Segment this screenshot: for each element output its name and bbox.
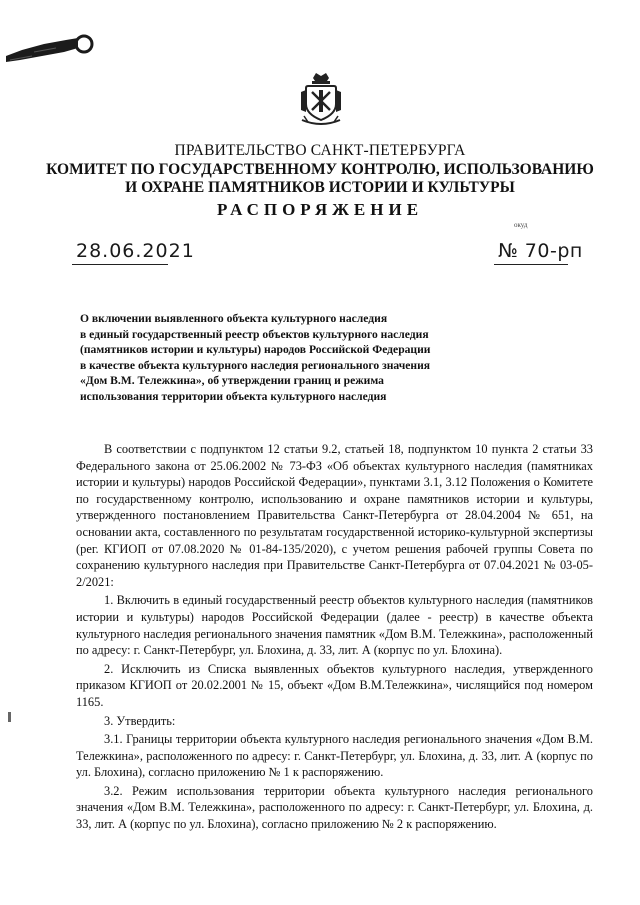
government-name: ПРАВИТЕЛЬСТВО САНКТ-ПЕТЕРБУРГА: [174, 142, 466, 159]
scan-stamp-mark-icon: [4, 30, 96, 66]
committee-name-line2: И ОХРАНЕ ПАМЯТНИКОВ ИСТОРИИ И КУЛЬТУРЫ: [125, 179, 515, 196]
document-body: [76, 441, 593, 835]
subject-line: использования территории объекта культурного наследия: [80, 389, 387, 403]
clause-paragraph: 2. Исключить из Списка выявленных объектов культурного наследия, утвержденного приказом КГИОП от 20.02.2001 № 15, объект «Дом В.М.Тележкина», числящийся под номером 1165.: [76, 661, 593, 709]
document-date: 28.06.2021: [76, 240, 195, 262]
margin-mark: [8, 712, 11, 722]
subject-line: в единый государственный реестр объектов культурного наследия: [80, 327, 429, 341]
okud-note: окуд: [514, 221, 528, 229]
date-underline: [72, 264, 168, 265]
committee-name: [0, 161, 640, 197]
clause-paragraph: 3. Утвердить:: [104, 713, 176, 728]
document-type-title: РАСПОРЯЖЕНИЕ: [216, 200, 424, 219]
subject-line: «Дом В.М. Тележкина», об утверждении границ и режима: [80, 374, 384, 387]
clause-paragraph: 3.1. Границы территории объекта культурного наследия регионального значения «Дом В.М. Тележкина», расположенного по адресу: г. Санкт-Петербург, ул. Блохина, д. 33, лит. А (корпус по ул. Блохина), согласно приложению № 1 к распоряжению.: [76, 732, 593, 780]
document-subject: [80, 311, 520, 404]
preamble-paragraph: В соответствии с подпунктом 12 статьи 9.2, статьей 18, подпунктом 10 пункта 2 статьи 33 Федерального закона от 25.06.2002 № 73-ФЗ «Об объектах культурного наследия (памятниках истории и культуры) народов Российской Федерации», пунктами 3.1, 3.12 Положения о Комитете по государственному контролю, использованию и охране памятников истории и культуры, утвержденного постановлением Правительства Санкт-Петербурга от 28.04.2004 № 651, на основании акта, составленного по результатам государственной историко-культурной экспертизы (рег. КГИОП от 07.08.2020 № 01-84-135/2020), с учетом решения рабочей группы Совета по сохранению культурного наследия при Правительстве Санкт-Петербурга от 07.04.2021 № 03-05-2/2021:: [76, 442, 593, 589]
committee-name-line1: КОМИТЕТ ПО ГОСУДАРСТВЕННОМУ КОНТРОЛЮ, ИСПОЛЬЗОВАНИЮ: [46, 161, 594, 178]
subject-line: (памятников истории и культуры) народов Российской Федерации: [80, 343, 431, 356]
subject-line: в качестве объекта культурного наследия регионального значения: [80, 358, 431, 372]
clause-paragraph: 1. Включить в единый государственный реестр объектов культурного наследия (памятников истории и культуры) народов Российской Федерации (далее - реестр) в качестве объекта культурного наследия регионального значения памятник «Дом В.М. Тележкина», расположенный по адресу: г. Санкт-Петербург, ул. Блохина, д. 33, лит. А (корпус по ул. Блохина).: [76, 593, 593, 658]
document-number: № 70-рп: [498, 240, 583, 262]
number-underline: [494, 264, 568, 265]
clause-paragraph: 3.2. Режим использования территории объекта культурного наследия регионального значения «Дом В.М. Тележкина», расположенного по адресу: г. Санкт-Петербург, ул. Блохина, д. 33, лит. А (корпус по ул. Блохина), согласно приложению № 2 к распоряжению.: [76, 783, 593, 832]
subject-line: О включении выявленного объекта культурного наследия: [80, 312, 388, 325]
coat-of-arms-icon: [298, 70, 344, 128]
